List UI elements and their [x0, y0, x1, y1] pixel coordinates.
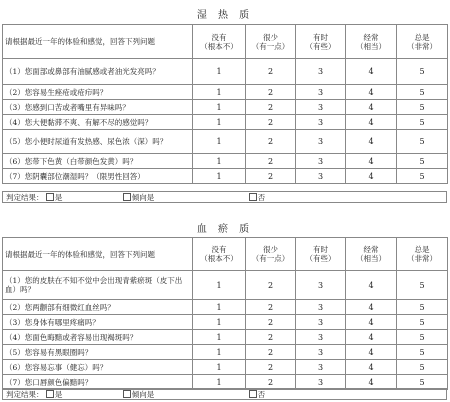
question-text: （3）您身体有哪里疼痛吗？ [3, 315, 193, 330]
score-2[interactable]: 2 [246, 154, 296, 169]
damp-heat-table [2, 24, 448, 184]
table-row [3, 360, 448, 375]
option-header-rarely: 很少 （有一点） [246, 25, 296, 59]
score-2[interactable]: 2 [246, 375, 296, 390]
score-1[interactable]: 1 [193, 330, 246, 345]
score-4[interactable]: 4 [346, 154, 397, 169]
score-4[interactable]: 4 [346, 375, 397, 390]
verdict-label: 判定结果： [6, 390, 44, 399]
table-row [3, 300, 448, 315]
table-row [3, 315, 448, 330]
score-2[interactable]: 2 [246, 85, 296, 100]
score-2[interactable]: 2 [246, 59, 296, 85]
score-3[interactable]: 3 [296, 300, 346, 315]
verdict-option-tend-yes[interactable]: 倾向是 [123, 389, 155, 400]
score-2[interactable]: 2 [246, 315, 296, 330]
score-1[interactable]: 1 [193, 300, 246, 315]
score-4[interactable]: 4 [346, 85, 397, 100]
score-2[interactable]: 2 [246, 345, 296, 360]
blood-stasis-table [2, 237, 448, 390]
section-title-damp-heat: 湿 热 质 [196, 10, 254, 21]
verdict-option-yes[interactable]: 是 [46, 192, 63, 203]
score-4[interactable]: 4 [346, 130, 397, 154]
score-2[interactable]: 2 [246, 330, 296, 345]
option-header-sometimes: 有时 （有些） [296, 238, 346, 271]
verdict-option-no[interactable]: 否 [249, 192, 266, 203]
question-header: 请根据最近一年的体验和感觉，回答下列问题 [3, 25, 193, 59]
question-header: 请根据最近一年的体验和感觉，回答下列问题 [3, 238, 193, 271]
score-4[interactable]: 4 [346, 169, 397, 184]
option-header-sometimes: 有时 （有些） [296, 25, 346, 59]
score-4[interactable]: 4 [346, 300, 397, 315]
option-header-rarely: 很少 （有一点） [246, 238, 296, 271]
checkbox-icon[interactable] [123, 390, 131, 398]
score-5[interactable]: 5 [397, 375, 448, 390]
score-3[interactable]: 3 [296, 315, 346, 330]
table-row [3, 59, 448, 85]
score-1[interactable]: 1 [193, 315, 246, 330]
verdict-option-no[interactable]: 否 [249, 389, 266, 400]
score-5[interactable]: 5 [397, 300, 448, 315]
table-row [3, 115, 448, 130]
score-2[interactable]: 2 [246, 100, 296, 115]
score-5[interactable]: 5 [397, 100, 448, 115]
question-text: （7）您口唇颜色偏黯吗？ [3, 375, 193, 390]
option-header-often: 经常 （相当） [346, 238, 397, 271]
table-row [3, 271, 448, 300]
score-5[interactable]: 5 [397, 271, 448, 300]
question-text: （6）您带下色黄（白带颜色发黄）吗？ [3, 154, 193, 169]
score-3[interactable]: 3 [296, 330, 346, 345]
score-1[interactable]: 1 [193, 169, 246, 184]
option-header-never: 没有 （根本不） [193, 25, 246, 59]
question-text: （1）您的皮肤在不知不觉中会出现青紫瘀斑（皮下出血）吗？ [3, 271, 193, 300]
score-3[interactable]: 3 [296, 345, 346, 360]
score-4[interactable]: 4 [346, 360, 397, 375]
score-2[interactable]: 2 [246, 169, 296, 184]
score-2[interactable]: 2 [246, 130, 296, 154]
score-3[interactable]: 3 [296, 154, 346, 169]
score-3[interactable]: 3 [296, 169, 346, 184]
checkbox-icon[interactable] [123, 193, 131, 201]
score-4[interactable]: 4 [346, 59, 397, 85]
question-text: （2）您容易生痤疮或疮疖吗？ [3, 85, 193, 100]
score-4[interactable]: 4 [346, 345, 397, 360]
score-5[interactable]: 5 [397, 345, 448, 360]
score-3[interactable]: 3 [296, 271, 346, 300]
question-text: （4）您大便黏滞不爽、有解不尽的感觉吗？ [3, 115, 193, 130]
score-5[interactable]: 5 [397, 59, 448, 85]
score-1[interactable]: 1 [193, 375, 246, 390]
checkbox-icon[interactable] [249, 390, 257, 398]
score-2[interactable]: 2 [246, 115, 296, 130]
verdict-label: 判定结果： [6, 193, 44, 202]
score-5[interactable]: 5 [397, 315, 448, 330]
score-5[interactable]: 5 [397, 115, 448, 130]
checkbox-icon[interactable] [46, 193, 54, 201]
score-3[interactable]: 3 [296, 375, 346, 390]
score-2[interactable]: 2 [246, 300, 296, 315]
score-3[interactable]: 3 [296, 59, 346, 85]
score-1[interactable]: 1 [193, 360, 246, 375]
score-1[interactable]: 1 [193, 100, 246, 115]
table-row [3, 330, 448, 345]
score-1[interactable]: 1 [193, 130, 246, 154]
verdict-row-damp-heat [2, 191, 447, 203]
score-1[interactable]: 1 [193, 154, 246, 169]
score-1[interactable]: 1 [193, 115, 246, 130]
table-row [3, 85, 448, 100]
checkbox-icon[interactable] [249, 193, 257, 201]
option-header-often: 经常 （相当） [346, 25, 397, 59]
table-row [3, 345, 448, 360]
verdict-option-yes[interactable]: 是 [46, 389, 63, 400]
option-header-never: 没有 （根本不） [193, 238, 246, 271]
option-header-always: 总是 （非常） [397, 25, 448, 59]
score-5[interactable]: 5 [397, 169, 448, 184]
score-1[interactable]: 1 [193, 345, 246, 360]
question-text: （5）您容易有黑眼圈吗？ [3, 345, 193, 360]
score-5[interactable]: 5 [397, 330, 448, 345]
question-text: （4）您面色晦黯或者容易出现褐斑吗？ [3, 330, 193, 345]
question-text: （6）您容易忘事（健忘）吗？ [3, 360, 193, 375]
score-3[interactable]: 3 [296, 115, 346, 130]
score-3[interactable]: 3 [296, 130, 346, 154]
score-2[interactable]: 2 [246, 360, 296, 375]
question-text: （7）您阴囊部位潮湿吗？（限男性回答） [3, 169, 193, 184]
section-title-blood-stasis: 血 瘀 质 [196, 224, 254, 235]
table-row [3, 130, 448, 154]
score-4[interactable]: 4 [346, 100, 397, 115]
checkbox-icon[interactable] [46, 390, 54, 398]
score-1[interactable]: 1 [193, 85, 246, 100]
score-2[interactable]: 2 [246, 271, 296, 300]
verdict-option-tend-yes[interactable]: 倾向是 [123, 192, 155, 203]
score-1[interactable]: 1 [193, 271, 246, 300]
score-4[interactable]: 4 [346, 271, 397, 300]
score-4[interactable]: 4 [346, 315, 397, 330]
score-4[interactable]: 4 [346, 330, 397, 345]
question-text: （3）您感到口苦或者嘴里有异味吗？ [3, 100, 193, 115]
table-row [3, 169, 448, 184]
verdict-row-blood-stasis [2, 388, 447, 400]
table-header-row [3, 25, 448, 59]
question-text: （5）您小便时尿道有发热感、尿色浓（深）吗？ [3, 130, 193, 154]
table-row [3, 100, 448, 115]
question-text: （1）您面部或鼻部有油腻感或者油光发亮吗？ [3, 59, 193, 85]
score-1[interactable]: 1 [193, 59, 246, 85]
score-3[interactable]: 3 [296, 360, 346, 375]
score-5[interactable]: 5 [397, 85, 448, 100]
table-header-row [3, 238, 448, 271]
table-row [3, 154, 448, 169]
score-5[interactable]: 5 [397, 130, 448, 154]
score-4[interactable]: 4 [346, 115, 397, 130]
option-header-always: 总是 （非常） [397, 238, 448, 271]
score-5[interactable]: 5 [397, 154, 448, 169]
score-3[interactable]: 3 [296, 100, 346, 115]
question-text: （2）您两颧部有细微红血丝吗？ [3, 300, 193, 315]
score-3[interactable]: 3 [296, 85, 346, 100]
score-5[interactable]: 5 [397, 360, 448, 375]
